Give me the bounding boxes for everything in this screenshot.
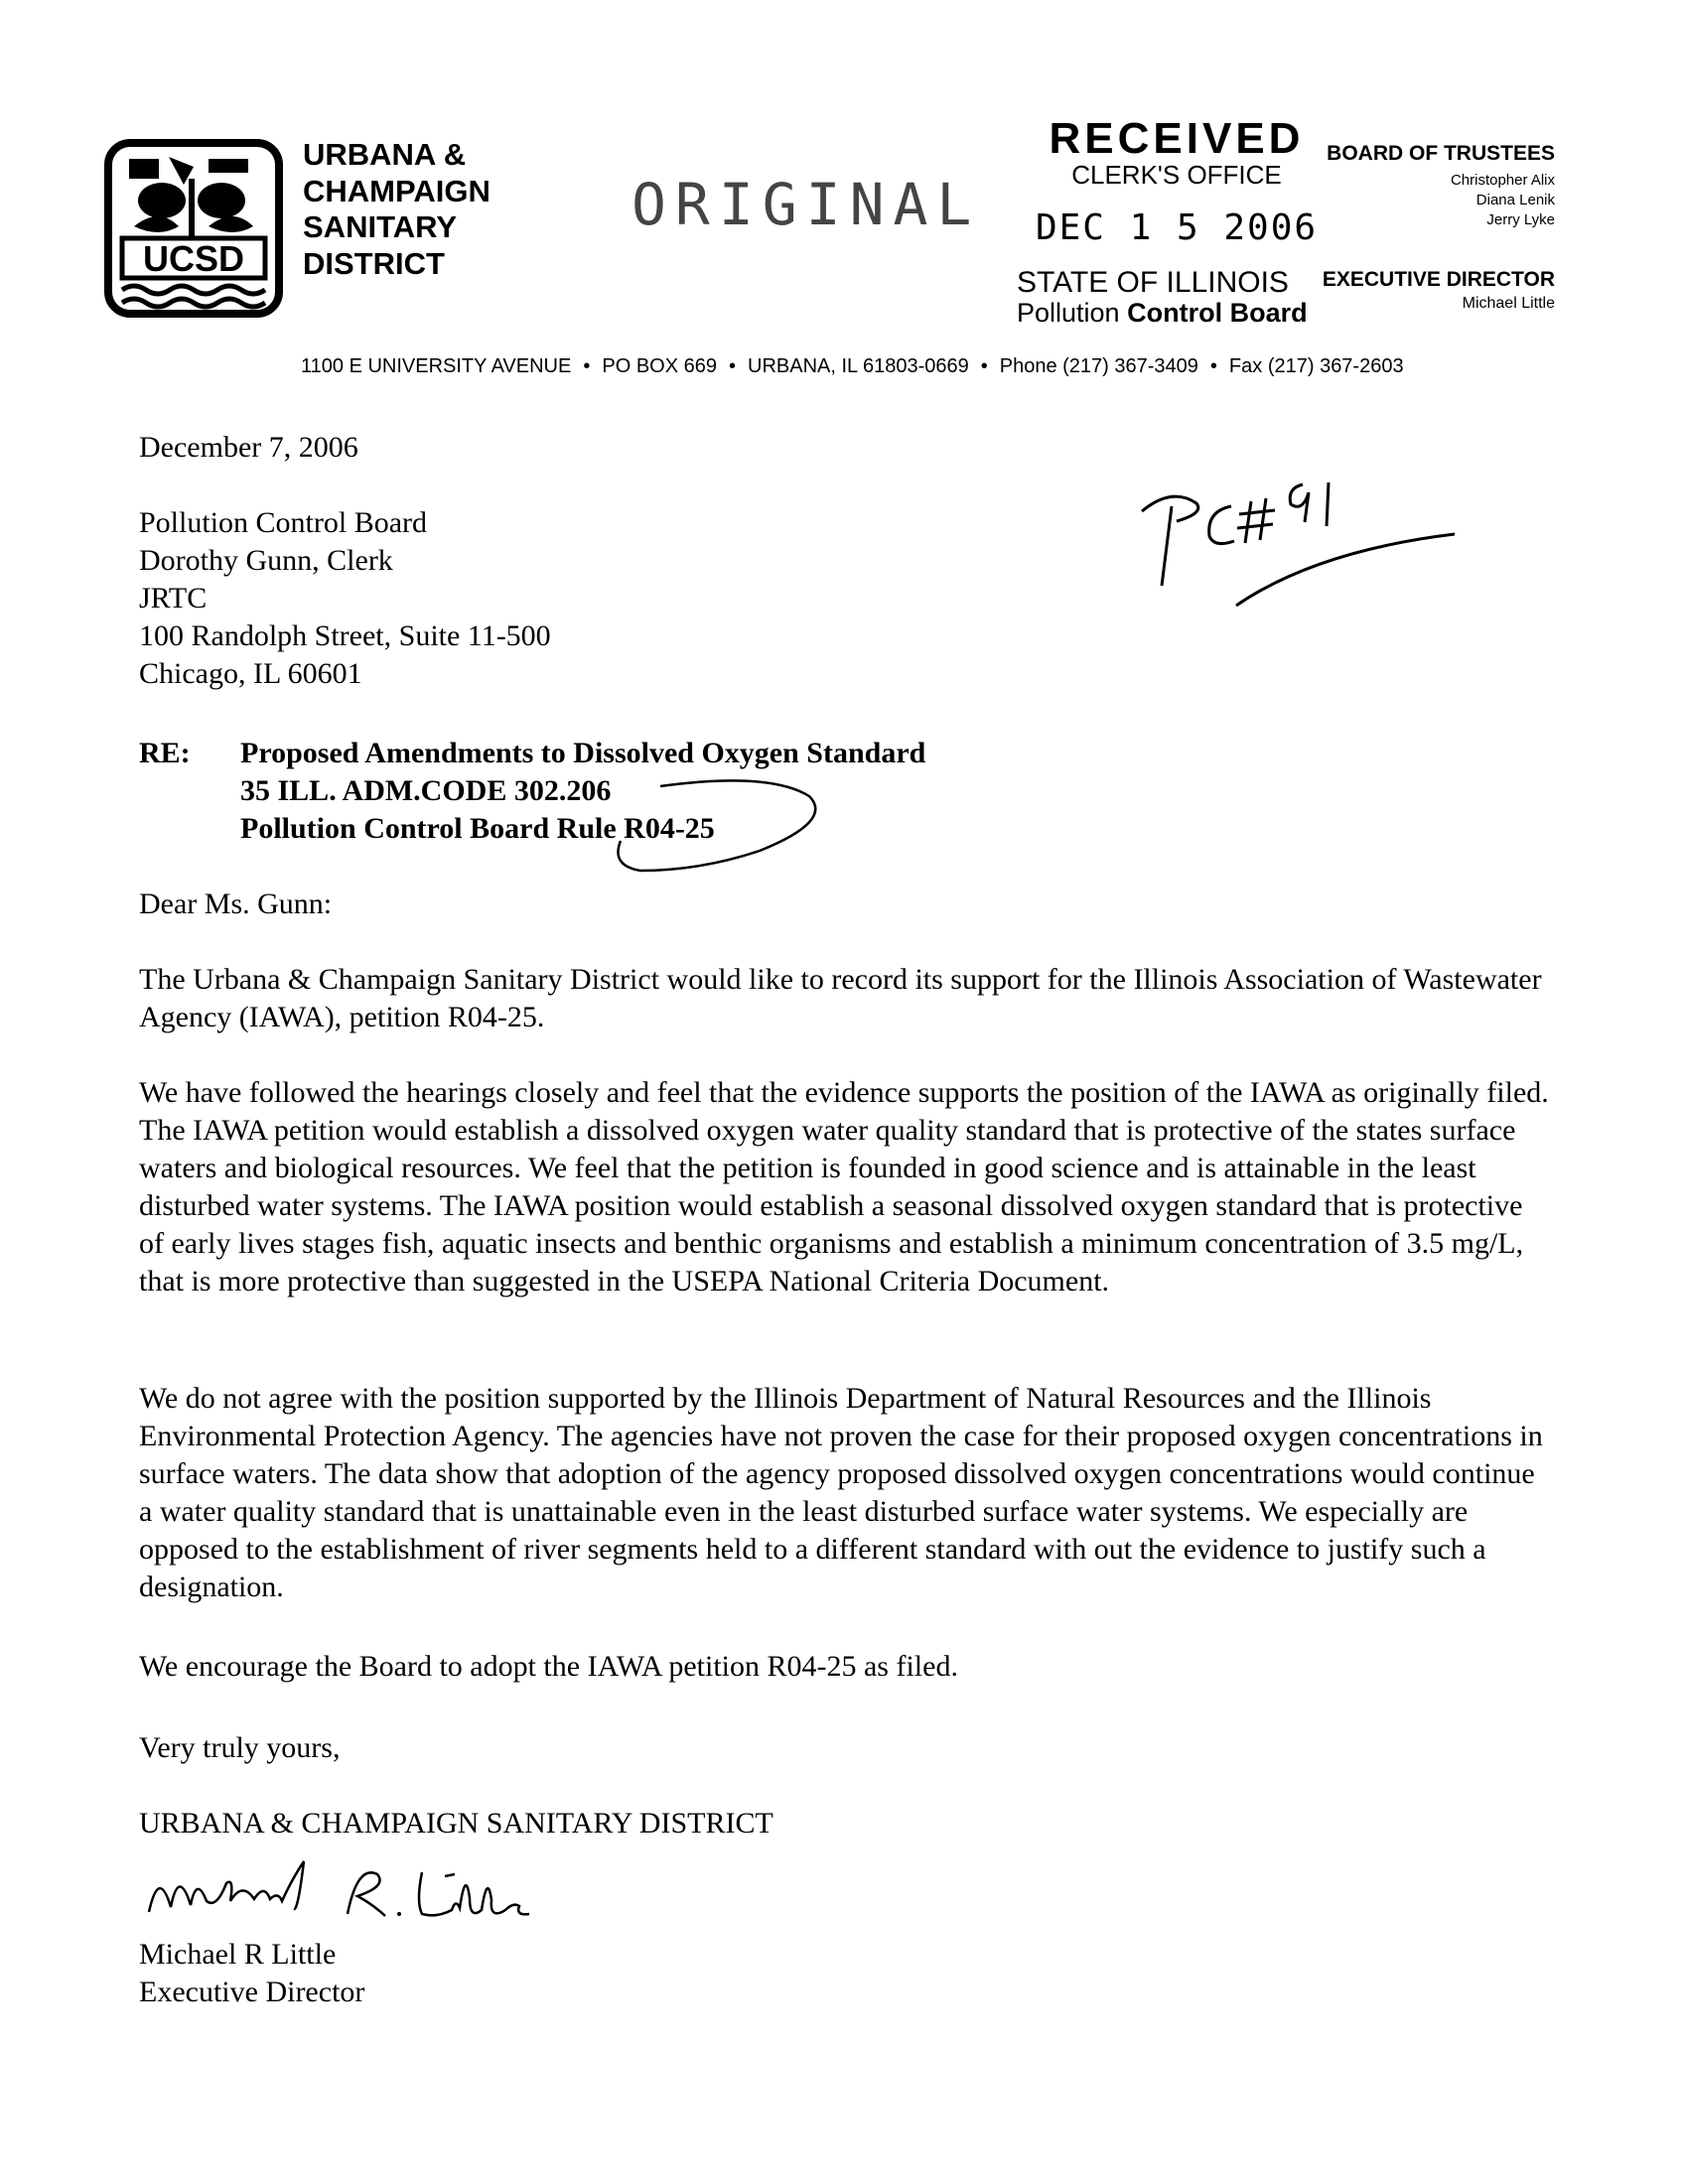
signer-name: Michael R Little xyxy=(139,1938,337,1971)
separator-dot: • xyxy=(583,355,591,377)
recipient-line: Chicago, IL 60601 xyxy=(139,657,362,690)
recipient-line: Pollution Control Board xyxy=(139,506,428,539)
separator-dot: • xyxy=(728,355,736,377)
letter-date: December 7, 2006 xyxy=(139,431,358,464)
body-paragraph: We have followed the hearings closely and feel that the evidence supports the position of the IAWA as originally filed. The IAWA petition would establish a dissolved oxygen water quality standard that is protective of the states surface waters and biological resources. We feel that the petition is founded in good science and is attainable in the least disturbed water systems. The IAWA position would establish a seasonal dissolved oxygen standard that is protective of early lives stages fish, aquatic insects and benthic organisms and establish a minimum concentration of 3.5 mg/L, that is more protective than suggested in the USEPA National Criteria Document. xyxy=(139,1076,1549,1297)
board-line-a: Pollution xyxy=(1017,298,1120,328)
received-stamp xyxy=(1013,114,1340,248)
board-of-trustees-heading: BOARD OF TRUSTEES xyxy=(1327,142,1555,165)
separator-dot: • xyxy=(1209,355,1217,377)
state-line: STATE OF ILLINOIS xyxy=(1017,266,1289,299)
state-board-stamp xyxy=(1017,268,1308,328)
po-box: PO BOX 669 xyxy=(602,355,717,377)
board-line-b: Control Board xyxy=(1127,298,1308,328)
logo-text: UCSD xyxy=(142,238,245,279)
executive-director-heading: EXECUTIVE DIRECTOR xyxy=(1322,268,1555,291)
org-line: CHAMPAIGN xyxy=(303,173,491,208)
recipient-line: 100 Randolph Street, Suite 11-500 xyxy=(139,619,551,652)
separator-dot: • xyxy=(980,355,988,377)
salutation: Dear Ms. Gunn: xyxy=(139,887,333,920)
org-line: URBANA & xyxy=(303,137,467,172)
closing: Very truly yours, xyxy=(139,1731,341,1764)
address-line xyxy=(301,355,1404,378)
handwritten-pc-number xyxy=(1132,477,1460,615)
signature-organization: URBANA & CHAMPAIGN SANITARY DISTRICT xyxy=(139,1807,773,1840)
trustee-name: Jerry Lyke xyxy=(1486,211,1555,228)
city-zip: URBANA, IL 61803-0669 xyxy=(748,355,969,377)
recipient-address xyxy=(139,504,551,693)
subject-line: Proposed Amendments to Dissolved Oxygen Standard xyxy=(240,737,926,769)
recipient-line: JRTC xyxy=(139,582,208,614)
trustee-name: Christopher Alix xyxy=(1450,172,1555,189)
board-line xyxy=(1017,298,1308,328)
body-paragraph: We encourage the Board to adopt the IAWA petition R04-25 as filed. xyxy=(139,1650,958,1683)
trustee-name: Diana Lenik xyxy=(1475,192,1555,208)
trustees-list xyxy=(1451,171,1555,230)
clerks-office: CLERK'S OFFICE xyxy=(1071,160,1282,190)
street-address: 1100 E UNIVERSITY AVENUE xyxy=(301,355,572,377)
org-line: SANITARY xyxy=(303,209,457,244)
hand-drawn-circle xyxy=(601,774,829,884)
subject-line: Pollution Control Board Rule R04-25 xyxy=(240,812,715,845)
original-stamp: ORIGINAL xyxy=(632,171,981,238)
fax-number: Fax (217) 367-2603 xyxy=(1228,355,1404,377)
received-date: DEC 1 5 2006 xyxy=(1035,207,1319,248)
ucsd-logo xyxy=(104,139,283,318)
subject-line: 35 ILL. ADM.CODE 302.206 xyxy=(240,774,612,807)
body-paragraph: The Urbana & Champaign Sanitary District would like to record its support for the Illinois Association of Wastewater Agency (IAWA), petition R04-25. xyxy=(139,963,1542,1033)
org-line: DISTRICT xyxy=(303,245,445,281)
body-paragraph: We do not agree with the position supported by the Illinois Department of Natural Resources and the Illinois Environmental Protection Agency. The agencies have not proven the case for their proposed oxygen concentrations in surface waters. The data show that adoption of the agency proposed dissolved oxygen concentrations would continue a water quality standard that is unattainable even in the least disturbed surface water systems. We especially are opposed to the establishment of river segments held to a different standard with out the evidence to justify such a designation. xyxy=(139,1382,1543,1603)
recipient-line: Dorothy Gunn, Clerk xyxy=(139,544,393,577)
organization-name xyxy=(303,137,491,282)
received-title: RECEIVED xyxy=(1049,114,1305,163)
executive-director-name: Michael Little xyxy=(1462,295,1555,312)
phone-number: Phone (217) 367-3409 xyxy=(999,355,1198,377)
handwritten-signature xyxy=(139,1852,576,1932)
signer-title: Executive Director xyxy=(139,1976,365,2008)
re-label: RE: xyxy=(139,737,191,769)
